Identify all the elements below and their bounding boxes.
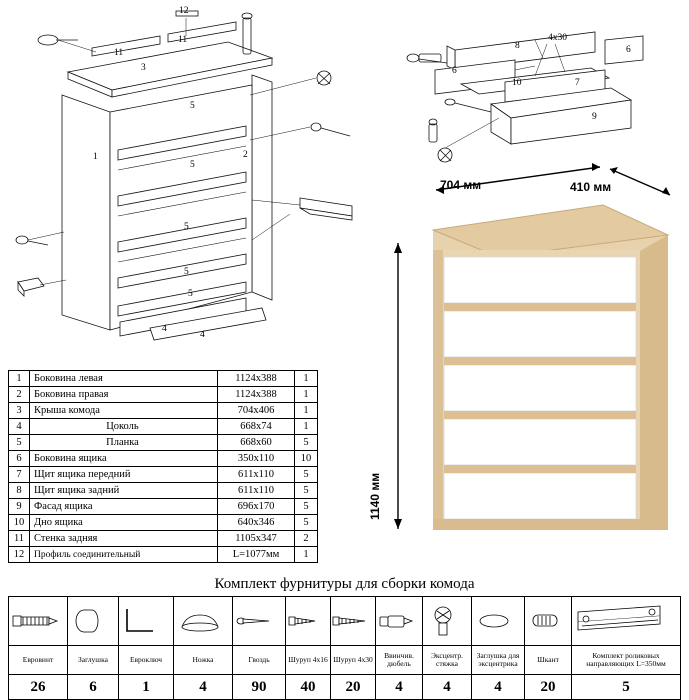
callout-4-a: 4 — [162, 324, 167, 334]
cap-icon — [68, 597, 119, 646]
drawer-exploded-diagram — [395, 10, 685, 170]
part-no: 12 — [9, 547, 30, 563]
part-qty: 5 — [295, 435, 318, 451]
part-no: 9 — [9, 499, 30, 515]
table-row — [9, 371, 318, 387]
parts-table — [8, 370, 318, 563]
part-dim: 1124x388 — [218, 371, 295, 387]
part-dim: 611x110 — [218, 467, 295, 483]
part-dim: 640x346 — [218, 515, 295, 531]
wood-dowel-icon — [525, 597, 572, 646]
part-no: 8 — [9, 483, 30, 499]
part-qty: 1 — [295, 387, 318, 403]
width-dimension-label: 704 мм — [440, 178, 482, 192]
cam-lock-icon — [423, 597, 472, 646]
part-no: 11 — [9, 531, 30, 547]
height-dimension-label: 1140 мм — [368, 472, 382, 520]
table-row — [9, 531, 318, 547]
cam-cap-icon — [472, 597, 525, 646]
screw-4x16-icon — [286, 597, 331, 646]
part-no: 2 — [9, 387, 30, 403]
part-qty: 1 — [295, 419, 318, 435]
table-row — [9, 547, 318, 563]
hardware-count: 4 — [423, 675, 472, 700]
part-no: 1 — [9, 371, 30, 387]
part-qty: 5 — [295, 483, 318, 499]
hardware-table — [8, 596, 681, 700]
part-name: Крыша комода — [30, 403, 218, 419]
callout-5-a: 5 — [190, 101, 195, 111]
part-name: Фасад ящика — [30, 499, 218, 515]
hardware-count: 4 — [472, 675, 525, 700]
drawer-callout-7: 7 — [575, 78, 580, 88]
hardware-name: Евроключ — [119, 646, 174, 675]
drawer-callout-6-right: 6 — [626, 45, 631, 55]
hardware-count: 26 — [9, 675, 68, 700]
callout-1: 1 — [93, 152, 98, 162]
hardware-name: Эксцентр. стяжка — [423, 646, 472, 675]
table-row — [9, 451, 318, 467]
callout-12: 12 — [179, 6, 189, 16]
part-dim: 350x110 — [218, 451, 295, 467]
hardware-name: Заглушка для эксцентрика — [472, 646, 525, 675]
hardware-count: 6 — [68, 675, 119, 700]
hardware-count: 1 — [119, 675, 174, 700]
part-qty: 1 — [295, 403, 318, 419]
part-name: Стенка задняя — [30, 531, 218, 547]
callout-11-left: 11 — [114, 48, 124, 58]
eurobolt-icon — [9, 597, 68, 646]
part-no: 6 — [9, 451, 30, 467]
callout-5-c: 5 — [184, 222, 189, 232]
nail-icon — [233, 597, 286, 646]
drawer-callout-6-left: 6 — [452, 66, 457, 76]
hardware-name: Комплект роликовых направляющих L=350мм — [572, 646, 681, 675]
hardware-count: 20 — [525, 675, 572, 700]
parts-table-body — [9, 371, 318, 563]
hardware-name: Заглушка — [68, 646, 119, 675]
hardware-name: Ввинчив. дюбель — [376, 646, 423, 675]
hardware-count: 20 — [331, 675, 376, 700]
hardware-count-row — [9, 675, 681, 700]
part-dim: 1105x347 — [218, 531, 295, 547]
drawer-slide-icon — [572, 597, 681, 646]
hardware-name: Евровинт — [9, 646, 68, 675]
part-name: Профиль соединительный — [30, 547, 218, 563]
drawer-callout-9: 9 — [592, 112, 597, 122]
table-row — [9, 387, 318, 403]
callout-2: 2 — [243, 150, 248, 160]
hardware-count: 4 — [174, 675, 233, 700]
part-qty: 1 — [295, 371, 318, 387]
table-row — [9, 515, 318, 531]
part-qty: 1 — [295, 547, 318, 563]
part-name: Щит ящика задний — [30, 483, 218, 499]
callout-4-b: 4 — [200, 330, 205, 340]
part-no: 7 — [9, 467, 30, 483]
hardware-icon-row — [9, 597, 681, 646]
part-no: 3 — [9, 403, 30, 419]
product-photo — [378, 195, 678, 555]
callout-5-d: 5 — [184, 267, 189, 277]
part-no: 10 — [9, 515, 30, 531]
foot-icon — [174, 597, 233, 646]
drawer-callout-10: 10 — [512, 78, 522, 88]
hardware-name: Шуруп 4х16 — [286, 646, 331, 675]
part-qty: 5 — [295, 467, 318, 483]
hardware-count: 5 — [572, 675, 681, 700]
part-no: 4 — [9, 419, 30, 435]
hardware-name-row — [9, 646, 681, 675]
part-dim: 668x60 — [218, 435, 295, 451]
table-row — [9, 419, 318, 435]
part-qty: 5 — [295, 515, 318, 531]
dowel-icon — [376, 597, 423, 646]
part-name: Боковина левая — [30, 371, 218, 387]
part-dim: 704x406 — [218, 403, 295, 419]
part-name: Цоколь — [30, 419, 218, 435]
part-name: Боковина ящика — [30, 451, 218, 467]
hardware-count: 4 — [376, 675, 423, 700]
hardware-count: 40 — [286, 675, 331, 700]
part-qty: 5 — [295, 499, 318, 515]
part-dim: 668x74 — [218, 419, 295, 435]
depth-dimension-label: 410 мм — [570, 180, 612, 194]
hardware-name: Шуруп 4х30 — [331, 646, 376, 675]
part-qty: 10 — [295, 451, 318, 467]
allen-key-icon — [119, 597, 174, 646]
table-row — [9, 467, 318, 483]
screw-4x30-icon — [331, 597, 376, 646]
part-dim: L=1077мм — [218, 547, 295, 563]
part-dim: 611x110 — [218, 483, 295, 499]
part-name: Боковина правая — [30, 387, 218, 403]
callout-3: 3 — [141, 63, 146, 73]
table-row — [9, 403, 318, 419]
callout-5-e: 5 — [188, 289, 193, 299]
callout-5-b: 5 — [190, 160, 195, 170]
table-row — [9, 483, 318, 499]
part-dim: 696x170 — [218, 499, 295, 515]
part-qty: 2 — [295, 531, 318, 547]
table-row — [9, 499, 318, 515]
hardware-name: Шкант — [525, 646, 572, 675]
hardware-section-title: Комплект фурнитуры для сборки комода — [214, 576, 475, 592]
cabinet-exploded-diagram — [0, 0, 370, 365]
part-name: Планка — [30, 435, 218, 451]
drawer-callout-4x30: 4x30 — [548, 33, 567, 43]
table-row — [9, 435, 318, 451]
hardware-count: 90 — [233, 675, 286, 700]
hardware-name: Гвоздь — [233, 646, 286, 675]
part-no: 5 — [9, 435, 30, 451]
part-name: Дно ящика — [30, 515, 218, 531]
drawer-callout-8: 8 — [515, 41, 520, 51]
hardware-name: Ножка — [174, 646, 233, 675]
part-dim: 1124x388 — [218, 387, 295, 403]
part-name: Щит ящика передний — [30, 467, 218, 483]
callout-11-right: 11 — [178, 35, 188, 45]
